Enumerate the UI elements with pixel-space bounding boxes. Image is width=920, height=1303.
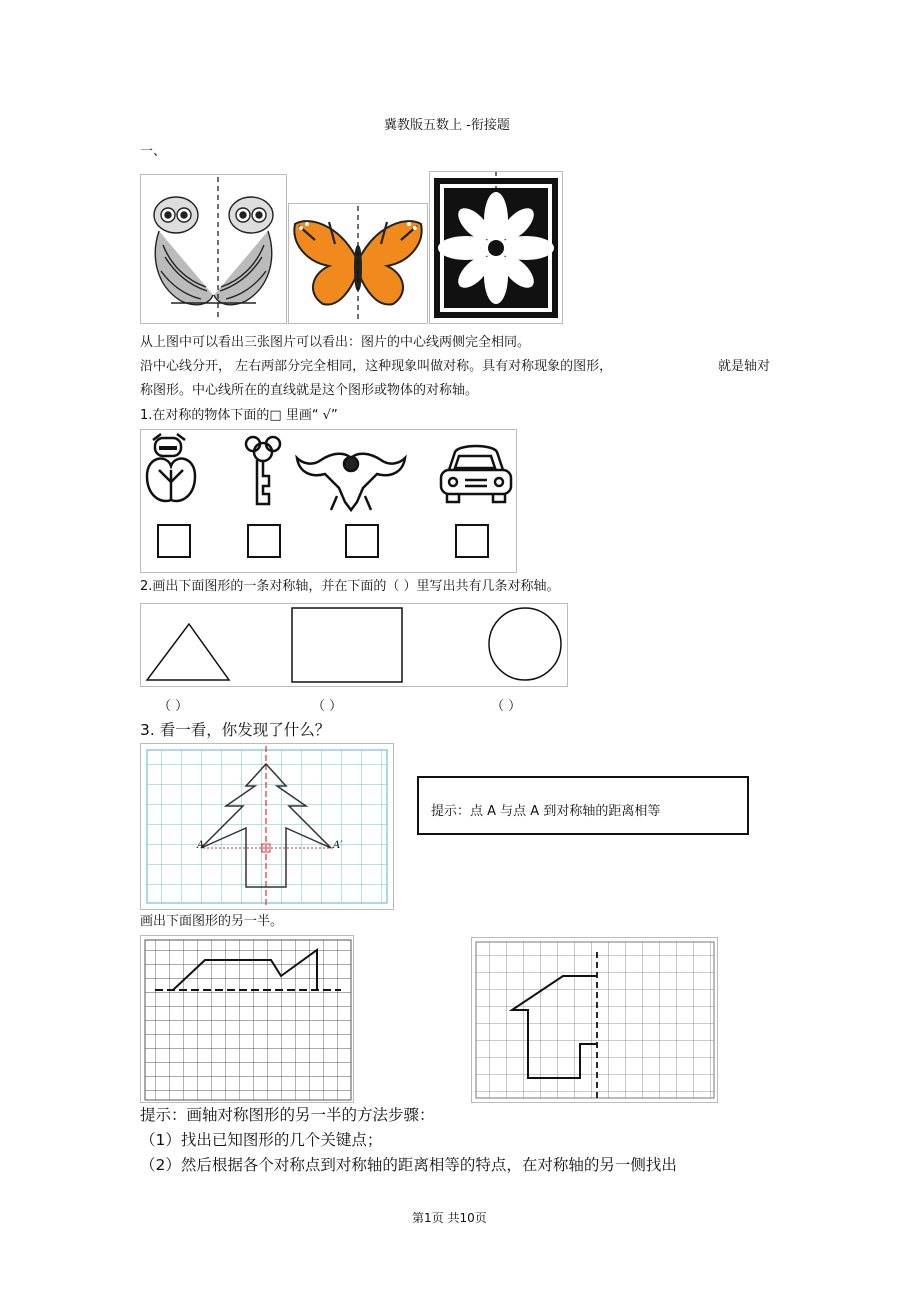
car-icon [441,446,511,502]
tip-title: 提示：画轴对称图形的另一半的方法步骤： [140,1106,435,1124]
question-3: 3. 看一看，你发现了什么？ [140,721,331,739]
half-figure-2 [472,938,717,1102]
answer-paren-circle[interactable]: （ ） [491,699,522,714]
intro-line-3: 称图形。中心线所在的直线就是这个图形或物体的对称轴。 [140,383,479,398]
point-a-prime-label: A′ [333,840,343,851]
answer-paren-triangle[interactable]: （ ） [158,699,189,714]
intro-line-1: 从上图中可以看出三张图片可以看出：图片的中心线两侧完全相同。 [140,335,531,350]
intro-line-2b: 就是轴对 [718,359,771,374]
half-figure-1 [141,936,353,1102]
q1-objects-panel [140,429,517,573]
answer-box-car[interactable] [455,524,489,558]
answer-box-beetle[interactable] [157,524,191,558]
answer-box-key[interactable] [247,524,281,558]
rectangle-shape [292,608,402,682]
butterfly-image [289,204,427,323]
draw-half-instruction: 画出下面图形的另一半。 [140,914,284,929]
tip-step-2: （2）然后根据各个对称点到对称轴的距离相等的特点，在对称轴的另一侧找出 [140,1156,677,1174]
point-a-label: A [197,840,205,851]
tree-grid-panel [140,743,394,910]
answer-paren-rectangle[interactable]: （ ） [312,699,343,714]
triangle-shape [147,624,229,680]
question-1: 1.在对称的物体下面的□ 里画“ √” [140,408,338,423]
intro-line-2a: 沿中心线分开， 左右两部分完全相同，这种现象叫做对称。具有对称现象的图形， [140,359,613,374]
pattern-image [430,172,562,323]
answer-box-kite[interactable] [345,524,379,558]
circle-shape [489,608,561,680]
q2-shapes-panel [140,603,568,687]
half-figure-grid-2 [471,937,718,1103]
tree-grid [141,744,393,909]
beetle-icon [147,434,195,501]
tip-step-1: （1）找出已知图形的几个关键点； [140,1131,383,1149]
section-heading-one: 一、 [140,144,167,159]
question-2: 2.画出下面图形的一条对称轴，并在下面的（ ）里写出共有几条对称轴。 [140,579,560,594]
owls-picture [140,174,287,324]
page-title: 冀教版五数上 -衔接题 [384,118,510,133]
q2-shapes [141,604,567,686]
owls-image [141,175,286,323]
hint-text: 提示：点 A 与点 A 到对称轴的距离相等 [431,804,661,819]
page-footer: 第1页 共10页 [412,1211,487,1225]
hint-box [417,776,749,835]
half-figure-grid-1 [140,935,354,1103]
key-icon [246,437,280,504]
butterfly-picture [288,203,428,324]
pattern-picture [429,171,563,324]
kite-bird-icon [297,454,405,510]
